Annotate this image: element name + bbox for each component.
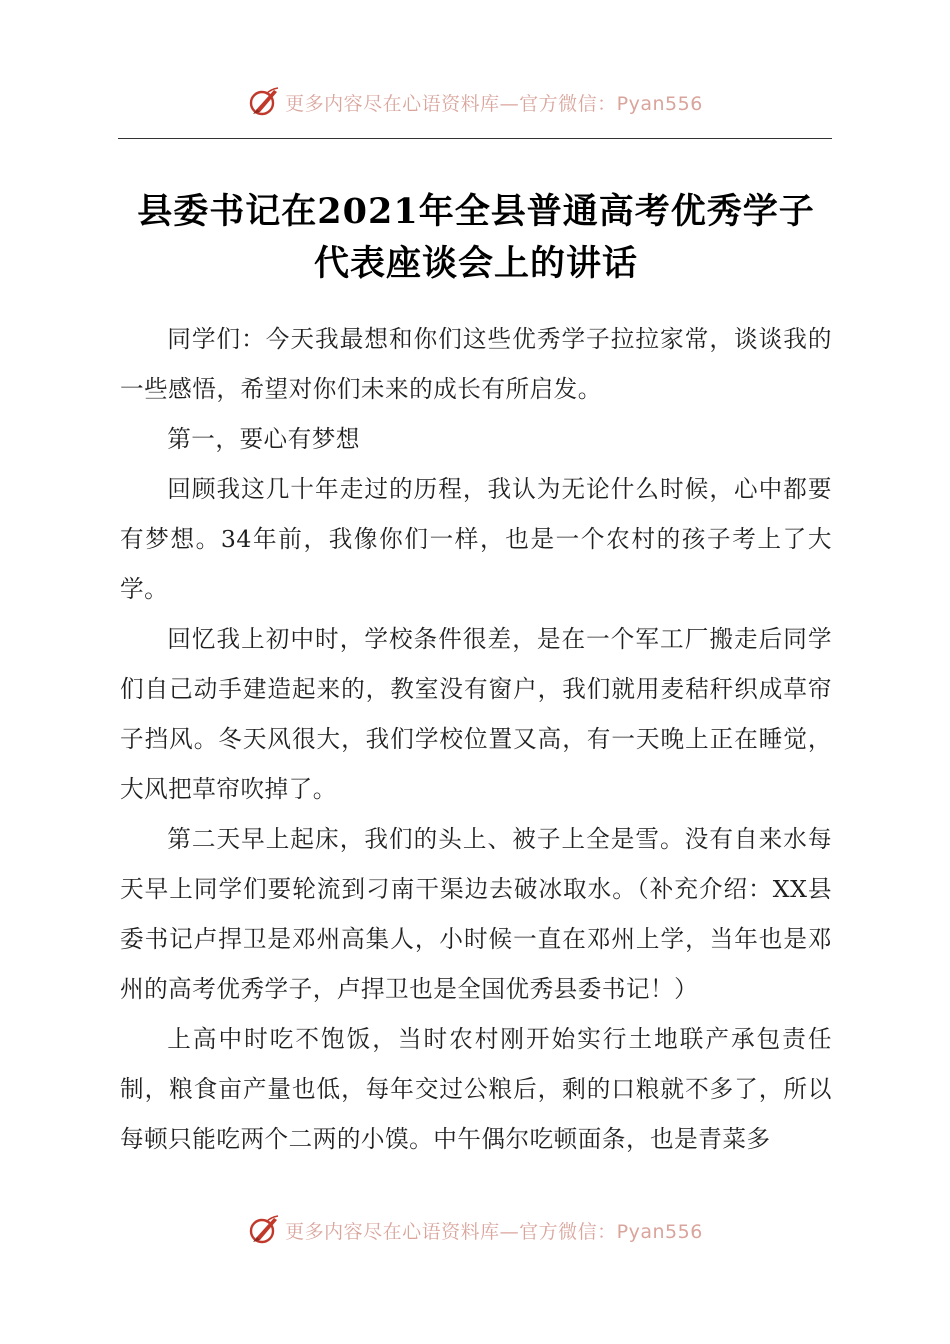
header-divider: [118, 138, 832, 139]
paragraph: 上高中时吃不饱饭，当时农村刚开始实行土地联产承包责任制，粮食亩产量也低，每年交过公粮后，剩的口粮就不多了，所以每顿只能吃两个二两的小馍。中午偶尔吃顿面条，也是青菜多: [120, 1025, 832, 1153]
footer-banner-text: 更多内容尽在心语资料库—官方微信：Pyan556: [285, 1220, 703, 1243]
document-body: [120, 314, 832, 1164]
quill-pen-logo-icon: [247, 1213, 281, 1247]
paragraph: 同学们：今天我最想和你们这些优秀学子拉拉家常，谈谈我的一些感悟，希望对你们未来的成长有所启发。: [120, 325, 832, 403]
paragraph: 回顾我这几十年走过的历程，我认为无论什么时候，心中都要有梦想。34年前，我像你们一样，也是一个农村的孩子考上了大学。: [120, 475, 832, 603]
footer-banner: [0, 1208, 950, 1252]
header-banner-text: 更多内容尽在心语资料库—官方微信：Pyan556: [285, 92, 703, 115]
header-banner: [0, 80, 950, 124]
document-title: 县委书记在2021年全县普通高考优秀学子代表座谈会上的讲话: [137, 191, 815, 284]
paragraph: 回忆我上初中时，学校条件很差，是在一个军工厂搬走后同学们自己动手建造起来的，教室没有窗户，我们就用麦秸秆织成草帘子挡风。冬天风很大，我们学校位置又高，有一天晚上正在睡觉，大风把草帘吹掉了。: [120, 625, 832, 803]
section-heading: 第一，要心有梦想: [167, 425, 360, 453]
wechat-handle: Pyan556: [616, 1220, 703, 1243]
paragraph: 第二天早上起床，我们的头上、被子上全是雪。没有自来水每天早上同学们要轮流到刁南干渠边去破冰取水。（补充介绍：XX县委书记卢捍卫是邓州高集人，小时候一直在邓州上学，当年也是邓州的高考优秀学子，卢捍卫也是全国优秀县委书记！）: [120, 825, 832, 1003]
quill-pen-logo-icon: [247, 85, 281, 119]
wechat-handle: Pyan556: [616, 92, 703, 115]
